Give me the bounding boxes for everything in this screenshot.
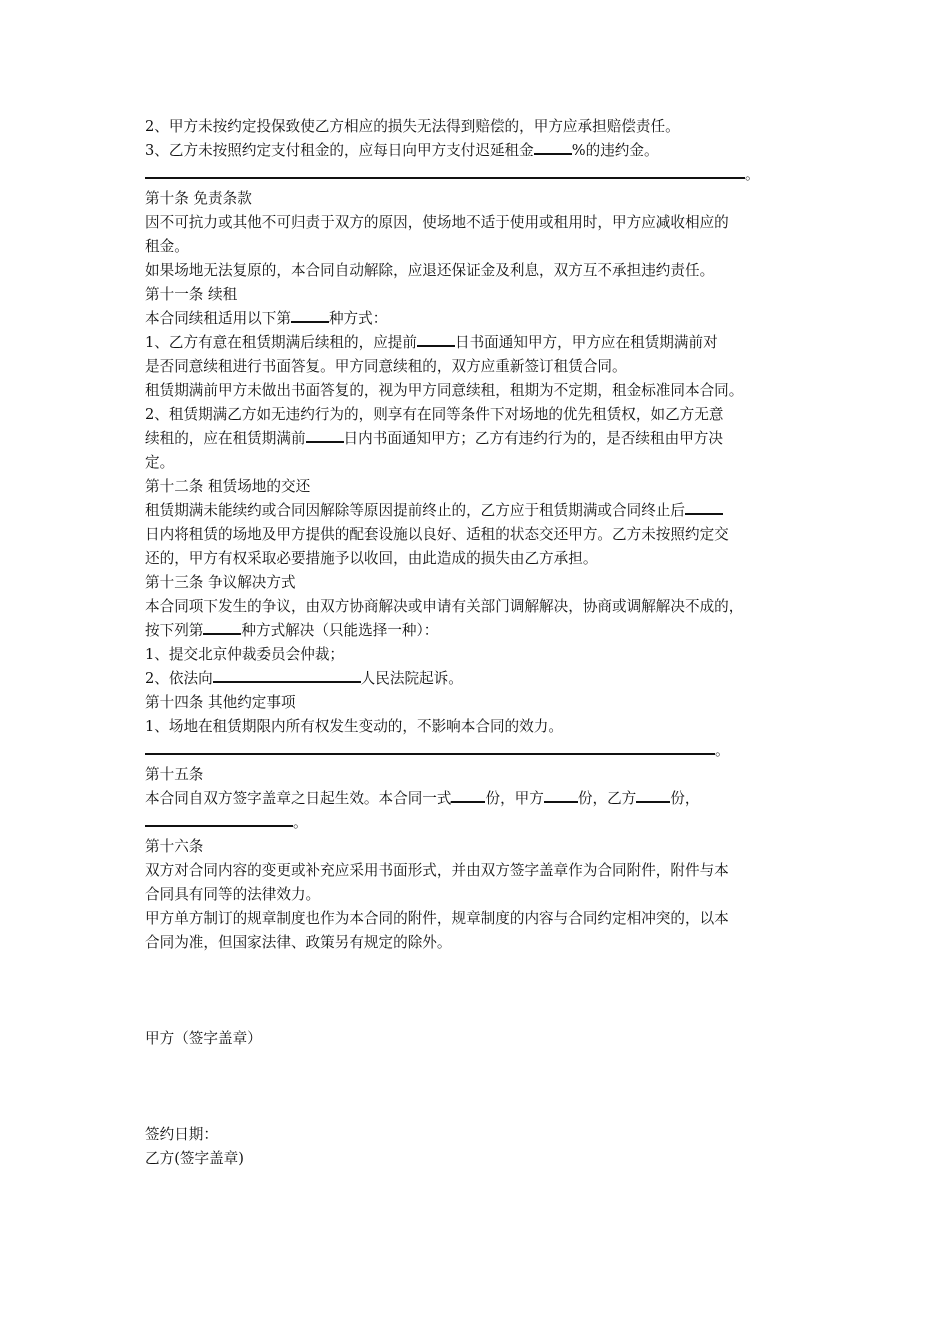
- clause-line: 本合同项下发生的争议，由双方协商解决或申请有关部门调解解决，协商或调解解决不成的，: [145, 598, 744, 615]
- clause-line: 租赁期满未能续约或合同因解除等原因提前终止的，乙方应于租赁期满或合同终止后: [145, 499, 813, 523]
- blank-field: [145, 163, 745, 179]
- clause-line: 2、租赁期满乙方如无违约行为的，则享有在同等条件下对场地的优先租赁权，如乙方无意: [145, 406, 724, 423]
- article-heading: 第十四条 其他约定事项: [145, 694, 296, 711]
- clause-line: 定。: [145, 454, 175, 471]
- blank-field: [685, 499, 723, 515]
- clause-line: 日内将租赁的场地及甲方提供的配套设施以良好、适租的状态交还甲方。乙方未按照约定交: [145, 526, 729, 543]
- clause-line: 。: [145, 811, 813, 835]
- blank-field: [203, 619, 241, 635]
- contract-page: [145, 115, 813, 1171]
- article-heading: 第十二条 租赁场地的交还: [145, 478, 311, 495]
- clause-line: 如果场地无法复原的，本合同自动解除，应退还保证金及利息，双方互不承担违约责任。: [145, 262, 715, 279]
- clause-line: 。: [145, 163, 813, 187]
- clause-line: 还的，甲方有权采取必要措施予以收回，由此造成的损失由乙方承担。: [145, 550, 598, 567]
- blank-field: [291, 307, 329, 323]
- clause-line: 因不可抗力或其他不可归责于双方的原因，使场地不适于使用或租用时，甲方应减收相应的: [145, 214, 729, 231]
- blank-field: [306, 427, 344, 443]
- clause-line: 双方对合同内容的变更或补充应采用书面形式，并由双方签字盖章作为合同附件，附件与本: [145, 862, 729, 879]
- clause-line: 租金。: [145, 238, 189, 255]
- clause-line: 本合同自双方签字盖章之日起生效。本合同一式 份，甲方 份，乙方 份，: [145, 787, 813, 811]
- clause-line: 本合同续租适用以下第 种方式：: [145, 307, 813, 331]
- blank-field: [145, 811, 293, 827]
- blank-field: [417, 331, 455, 347]
- clause-line: 合同为准，但国家法律、政策另有规定的除外。: [145, 934, 452, 951]
- clause-line: 2、甲方未按约定投保致使乙方相应的损失无法得到赔偿的，甲方应承担赔偿责任。: [145, 118, 680, 135]
- blank-field: [451, 787, 485, 803]
- blank-field: [145, 739, 715, 755]
- clause-line: 租赁期满前甲方未做出书面答复的，视为甲方同意续租，租期为不定期，租金标准同本合同。: [145, 382, 744, 399]
- article-heading: 第十五条: [145, 766, 204, 783]
- clause-line: 3、乙方未按照约定支付租金的，应每日向甲方支付迟延租金 %的违约金。: [145, 139, 813, 163]
- clause-line: 1、场地在租赁期限内所有权发生变动的，不影响本合同的效力。: [145, 718, 563, 735]
- clause-line: 合同具有同等的法律效力。: [145, 886, 321, 903]
- article-heading: 第十一条 续租: [145, 286, 238, 303]
- signing-date-label: 签约日期：: [145, 1126, 218, 1143]
- clause-line: 甲方单方制订的规章制度也作为本合同的附件，规章制度的内容与合同约定相冲突的，以本: [145, 910, 729, 927]
- blank-field: [544, 787, 578, 803]
- article-heading: 第十三条 争议解决方式: [145, 574, 296, 591]
- clause-line: 1、乙方有意在租赁期满后续租的，应提前 日书面通知甲方，甲方应在租赁期满前对: [145, 331, 813, 355]
- article-heading: 第十六条: [145, 838, 204, 855]
- article-heading: 第十条 免责条款: [145, 190, 252, 207]
- blank-field: [636, 787, 670, 803]
- clause-line: 。: [145, 739, 813, 763]
- clause-line: 2、依法向 人民法院起诉。: [145, 667, 813, 691]
- blank-field: [213, 667, 361, 683]
- clause-line: 续租的，应在租赁期满前 日内书面通知甲方；乙方有违约行为的，是否续租由甲方决: [145, 427, 813, 451]
- clause-line: 1、提交北京仲裁委员会仲裁；: [145, 646, 345, 663]
- party-a-signature-label: 甲方（签字盖章）: [145, 1030, 262, 1047]
- clause-line: 按下列第 种方式解决（只能选择一种）：: [145, 619, 813, 643]
- clause-line: 是否同意续租进行书面答复。甲方同意续租的，双方应重新签订租赁合同。: [145, 358, 627, 375]
- party-b-signature-label: 乙方(签字盖章): [145, 1150, 244, 1167]
- blank-field: [534, 139, 572, 155]
